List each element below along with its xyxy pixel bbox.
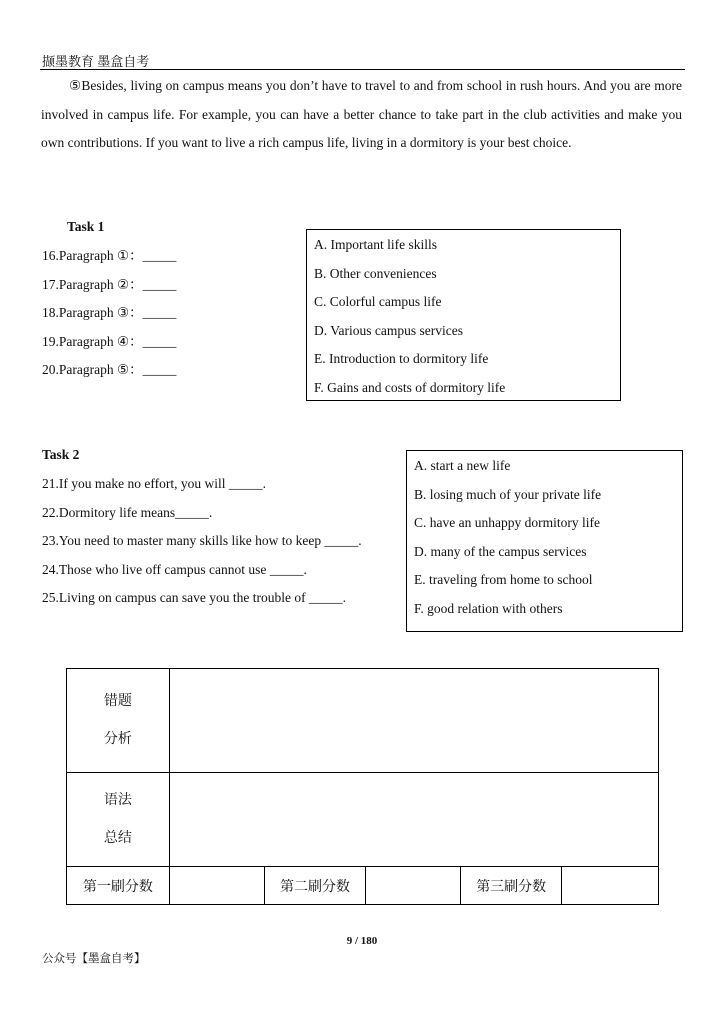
question-16: 16.Paragraph ①：_____ (42, 248, 177, 263)
score-row (67, 867, 659, 905)
task2-option-a: A. start a new life (414, 458, 511, 473)
question-17: 17.Paragraph ②：_____ (42, 276, 177, 292)
review-table (66, 668, 659, 905)
score1-label: 第一刷分数 (67, 867, 170, 905)
task1-option-a: A. Important life skills (314, 237, 437, 252)
header-divider (40, 69, 685, 70)
task2-option-e: E. traveling from home to school (414, 572, 593, 587)
score2-label: 第二刷分数 (264, 867, 366, 905)
task1-title: Task 1 (67, 219, 105, 234)
task1-option-c: C. Colorful campus life (314, 294, 442, 309)
task1-option-e: E. Introduction to dormitory life (314, 351, 489, 366)
task2-questions (42, 470, 362, 613)
task1-option-d: D. Various campus services (314, 322, 463, 338)
question-18: 18.Paragraph ③：_____ (42, 305, 177, 320)
question-19: 19.Paragraph ④：_____ (42, 333, 177, 349)
footer-text: 公众号【墨盒自考】 (42, 953, 146, 965)
grammar-summary-row (67, 773, 659, 867)
score3-label: 第三刷分数 (461, 867, 562, 905)
question-23: 23.You need to master many skills like how to keep _____. (42, 533, 362, 548)
task1-option-f: F. Gains and costs of dormitory life (314, 379, 506, 395)
score2-cell[interactable] (366, 867, 461, 905)
task2-option-b: B. losing much of your private life (414, 486, 602, 502)
task2-option-c: C. have an unhappy dormitory life (414, 515, 600, 530)
page-number: 9 / 180 (346, 935, 378, 947)
error-analysis-label: 错题 分析 (67, 669, 170, 773)
question-25: 25.Living on campus can save you the trouble of _____. (42, 590, 347, 605)
task2-title: Task 2 (42, 447, 80, 462)
score3-cell[interactable] (562, 867, 659, 905)
error-analysis-row (67, 669, 659, 773)
task2-option-f: F. good relation with others (414, 600, 563, 616)
grammar-summary-label: 语法 总结 (67, 773, 170, 867)
task2-options-box (406, 450, 683, 632)
score1-cell[interactable] (169, 867, 264, 905)
task1-option-b: B. Other conveniences (314, 265, 437, 281)
question-22: 22.Dormitory life means_____. (42, 504, 213, 520)
task2-option-d: D. many of the campus services (414, 543, 587, 559)
question-21: 21.If you make no effort, you will _____. (42, 476, 266, 491)
error-analysis-cell[interactable] (169, 669, 658, 773)
task1-options-box (306, 229, 621, 401)
task1-questions (42, 242, 176, 385)
question-24: 24.Those who live off campus cannot use _____. (42, 561, 307, 577)
page-header: 撷墨教育 墨盒自考 (42, 54, 150, 69)
paragraph-5: ⑤Besides, living on campus means you don’t have to travel to and from school in rush hours. And you are more involved in campus life. For example, you can have a better chance to take part in the club activities and make you own contributions. If you want to live a rich campus life, living in a dormitory is your best choice. (41, 78, 682, 150)
question-20: 20.Paragraph ⑤：_____ (42, 362, 177, 377)
grammar-summary-cell[interactable] (169, 773, 658, 867)
